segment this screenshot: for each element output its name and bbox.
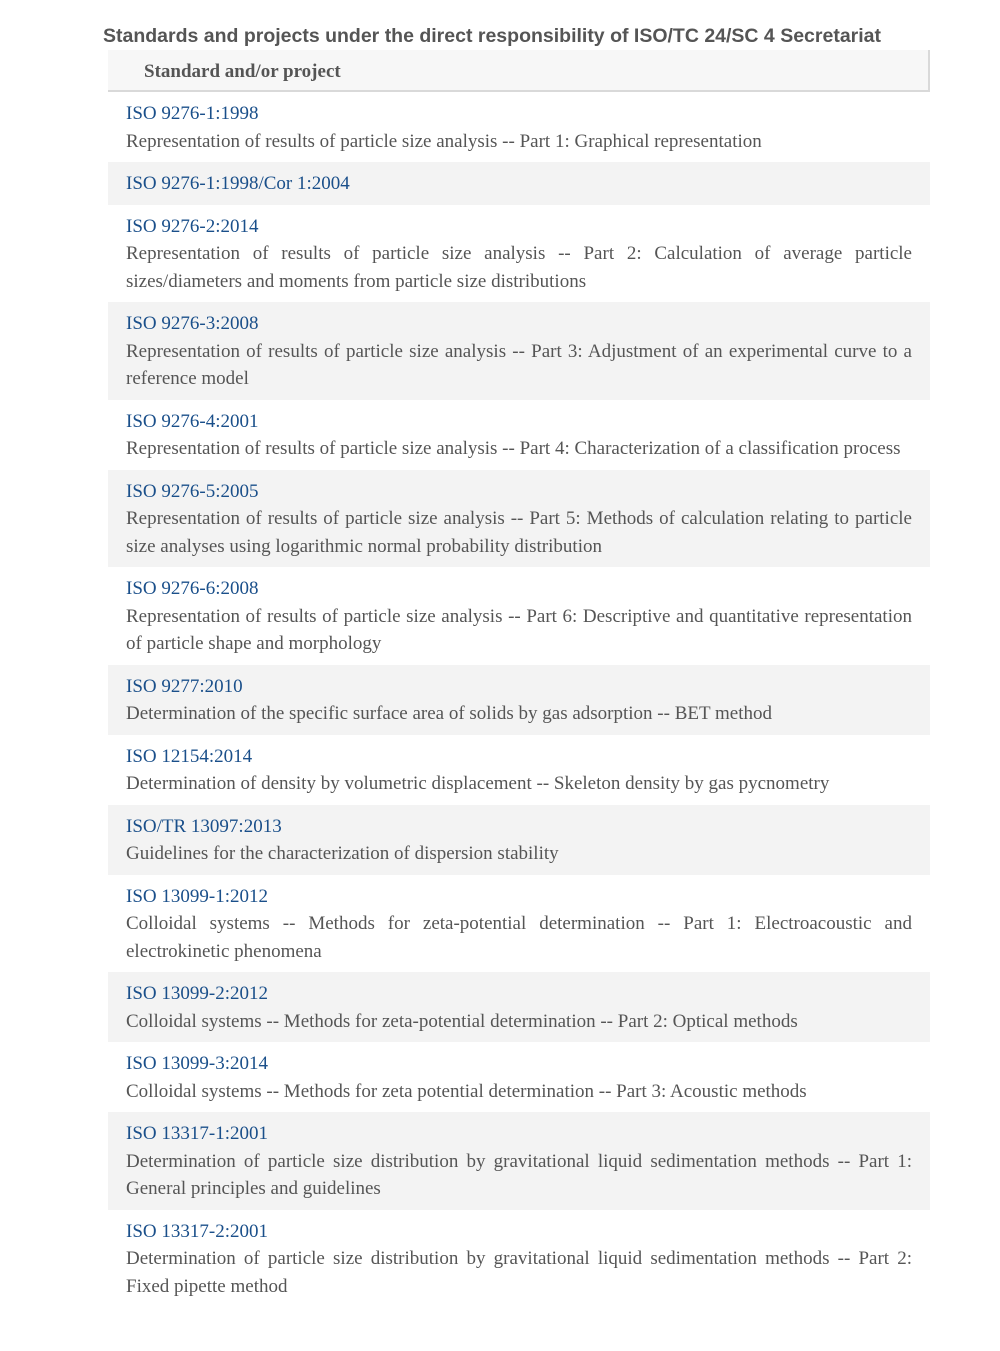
standard-link[interactable]: ISO 9276-3:2008	[126, 313, 259, 334]
standard-description: Guidelines for the characterization of dispersion stability	[126, 843, 559, 864]
standard-description: Representation of results of particle size analysis -- Part 4: Characterization of a classification process	[126, 438, 901, 459]
standard-link[interactable]: ISO 13317-1:2001	[126, 1123, 268, 1144]
standard-description: Determination of particle size distribution by gravitational liquid sedimentation methods -- Part 1: General principles and guidelines	[126, 1150, 912, 1199]
table-row	[108, 735, 930, 805]
standard-link[interactable]: ISO 13099-3:2014	[126, 1053, 268, 1074]
standard-description: Representation of results of particle size analysis -- Part 3: Adjustment of an experimental curve to a reference model	[126, 340, 912, 389]
table-row	[108, 302, 930, 400]
standard-description: Representation of results of particle size analysis -- Part 6: Descriptive and quantitative representation of particle shape and morphology	[126, 605, 912, 654]
standard-description: Representation of results of particle size analysis -- Part 2: Calculation of average particle sizes/diameters and moments from particle size distributions	[126, 243, 912, 292]
table-row	[108, 875, 930, 973]
standard-link[interactable]: ISO 13099-2:2012	[126, 983, 268, 1004]
table-row	[108, 1112, 930, 1210]
standard-description: Representation of results of particle size analysis -- Part 5: Methods of calculation relating to particle size analyses using logarithmic normal probability distribution	[126, 508, 912, 557]
table-row	[108, 665, 930, 735]
standard-description: Colloidal systems -- Methods for zeta-potential determination -- Part 1: Electroacoustic and electrokinetic phenomena	[126, 913, 912, 962]
standard-link[interactable]: ISO 9276-5:2005	[126, 480, 259, 502]
table-row	[108, 567, 930, 665]
standard-description: Colloidal systems -- Methods for zeta potential determination -- Part 3: Acoustic methods	[126, 1080, 807, 1102]
standard-description: Determination of particle size distribution by gravitational liquid sedimentation methods -- Part 2: Fixed pipette method	[126, 1248, 912, 1297]
standard-link[interactable]: ISO 9276-4:2001	[126, 410, 259, 432]
standard-link[interactable]: ISO 13099-1:2012	[126, 885, 268, 907]
table-row	[108, 92, 930, 162]
standard-description: Determination of density by volumetric displacement -- Skeleton density by gas pycnometry	[126, 773, 830, 794]
standard-link[interactable]: ISO 13317-2:2001	[126, 1220, 268, 1242]
table-row	[108, 1210, 930, 1308]
table-row	[108, 1042, 930, 1112]
standard-link[interactable]: ISO 9276-1:1998/Cor 1:2004	[126, 173, 350, 194]
standards-table	[108, 50, 930, 1307]
standard-link[interactable]: ISO 9277:2010	[126, 675, 243, 697]
table-row	[108, 805, 930, 875]
table-row	[108, 162, 930, 205]
table-header: Standard and/or project	[108, 50, 930, 92]
standard-link[interactable]: ISO/TR 13097:2013	[126, 815, 282, 837]
standard-link[interactable]: ISO 9276-1:1998	[126, 103, 259, 124]
standard-link[interactable]: ISO 9276-2:2014	[126, 215, 259, 237]
page-title: Standards and projects under the direct responsibility of ISO/TC 24/SC 4 Secretariat	[102, 25, 882, 47]
table-row	[108, 972, 930, 1042]
standard-description: Colloidal systems -- Methods for zeta-potential determination -- Part 2: Optical methods	[126, 1010, 798, 1032]
table-row	[108, 205, 930, 303]
standard-description: Representation of results of particle size analysis -- Part 1: Graphical representation	[126, 130, 762, 152]
standard-description: Determination of the specific surface area of solids by gas adsorption -- BET method	[126, 703, 772, 724]
table-row	[108, 400, 930, 470]
standard-link[interactable]: ISO 9276-6:2008	[126, 578, 259, 599]
standard-link[interactable]: ISO 12154:2014	[126, 745, 253, 767]
table-row	[108, 470, 930, 568]
